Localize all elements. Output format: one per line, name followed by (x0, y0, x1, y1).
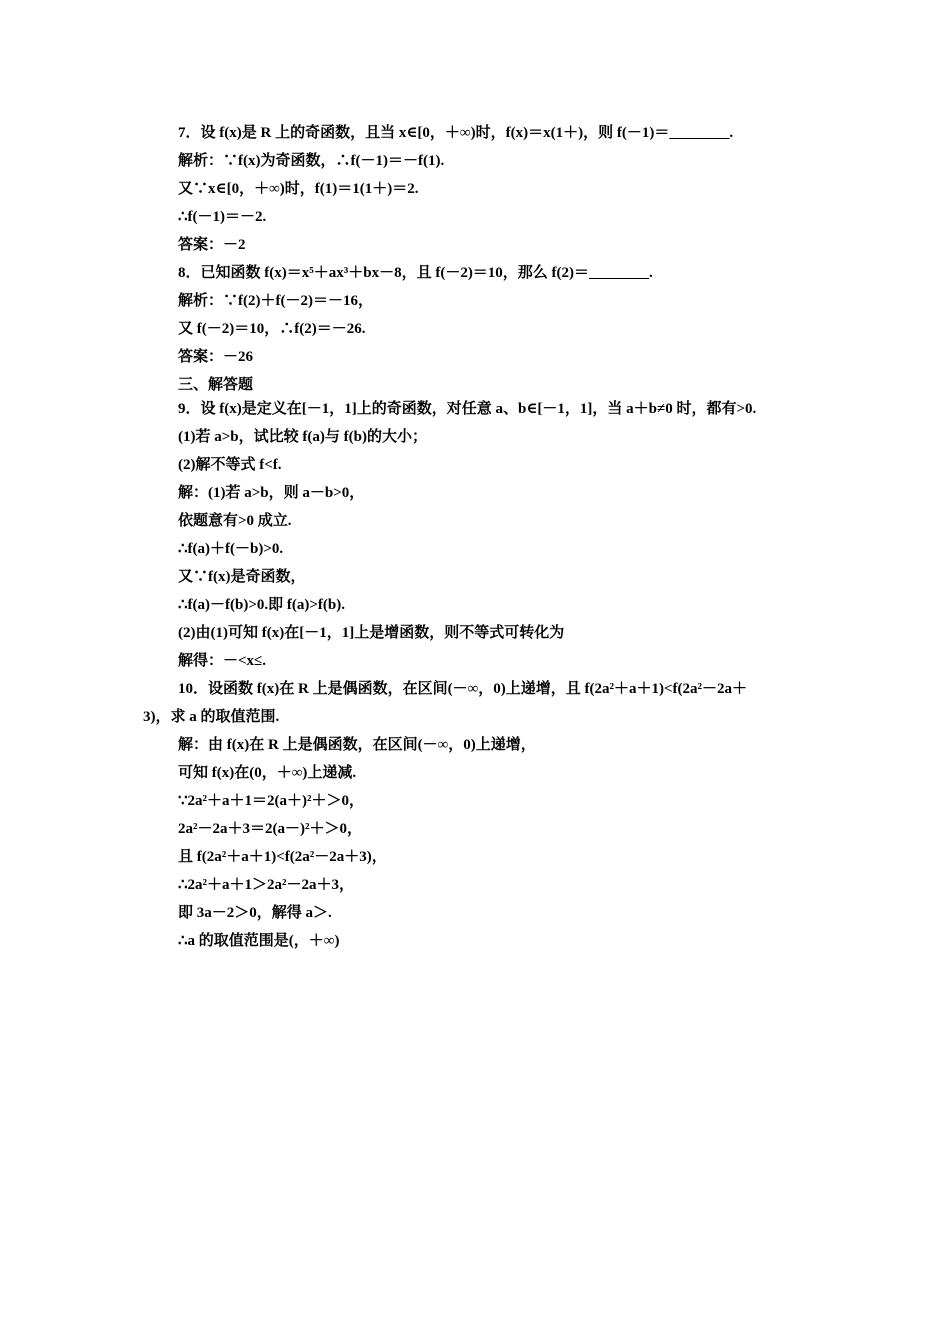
q9-solution-line-6: (2)由(1)可知 f(x)在[－1，1]上是增函数，则不等式可转化为 (178, 625, 565, 641)
q9-solution-line-1: 解：(1)若 a>b，则 a－b>0， (178, 485, 365, 501)
q7-solution-line-2: 又∵x∈[0，＋∞)时，f(1)＝1(1＋)＝2. (178, 181, 419, 197)
q10-solution-line-8: ∴a 的取值范围是(，＋∞) (178, 933, 340, 949)
q10-problem-line-1: 10．设函数 f(x)在 R 上是偶函数，在区间(－∞，0)上递增，且 f(2a²＋a＋1)<f(2a²－2a＋ (178, 681, 748, 697)
q9-part-1: (1)若 a>b，试比较 f(a)与 f(b)的大小； (178, 429, 427, 445)
q7-solution-line-1: 解析：∵f(x)为奇函数，∴f(－1)＝－f(1). (178, 153, 445, 169)
q10-solution-line-5: 且 f(2a²＋a＋1)<f(2a²－2a＋3)， (178, 849, 387, 865)
q8-problem: 8．已知函数 f(x)＝x⁵＋ax³＋bx－8，且 f(－2)＝10，那么 f(2)＝________. (178, 265, 653, 281)
q8-solution-line-2: 又 f(－2)＝10，∴f(2)＝－26. (178, 321, 366, 337)
q9-solution-line-4: 又∵f(x)是奇函数， (178, 569, 306, 585)
q10-solution-line-1: 解：由 f(x)在 R 上是偶函数，在区间(－∞，0)上递增， (178, 737, 536, 753)
q8-answer: 答案：－26 (178, 349, 254, 365)
q7-problem: 7．设 f(x)是 R 上的奇函数，且当 x∈[0，＋∞)时，f(x)＝x(1＋)，则 f(－1)＝________. (178, 125, 734, 141)
q9-solution-line-3: ∴f(a)＋f(－b)>0. (178, 541, 284, 557)
q9-solution-line-7: 解得：－<x≤. (178, 653, 267, 669)
q10-solution-line-2: 可知 f(x)在(0，＋∞)上递减. (178, 765, 357, 781)
q8-solution-line-1: 解析：∵f(2)＋f(－2)＝－16， (178, 293, 373, 309)
q9-problem: 9．设 f(x)是定义在[－1，1]上的奇函数，对任意 a、b∈[－1，1]，当 a＋b≠0 时，都有>0. (178, 401, 757, 417)
q10-solution-line-3: ∵2a²＋a＋1＝2(a＋)²＋＞0， (178, 793, 365, 809)
q10-solution-line-7: 即 3a－2＞0，解得 a＞. (178, 905, 332, 921)
section-heading: 三、解答题 (178, 377, 254, 393)
q9-solution-line-5: ∴f(a)－f(b)>0.即 f(a)>f(b). (178, 597, 346, 613)
q10-solution-line-6: ∴2a²＋a＋1＞2a²－2a＋3， (178, 877, 355, 893)
q9-solution-line-2: 依题意有>0 成立. (178, 513, 292, 529)
q7-answer: 答案：－2 (178, 237, 246, 253)
q10-solution-line-4: 2a²－2a＋3＝2(a－)²＋＞0， (178, 821, 362, 837)
q7-solution-line-3: ∴f(－1)＝－2. (178, 209, 267, 225)
q9-part-2: (2)解不等式 f<f. (178, 457, 282, 473)
q10-problem-line-2: 3)，求 a 的取值范围. (143, 709, 280, 725)
